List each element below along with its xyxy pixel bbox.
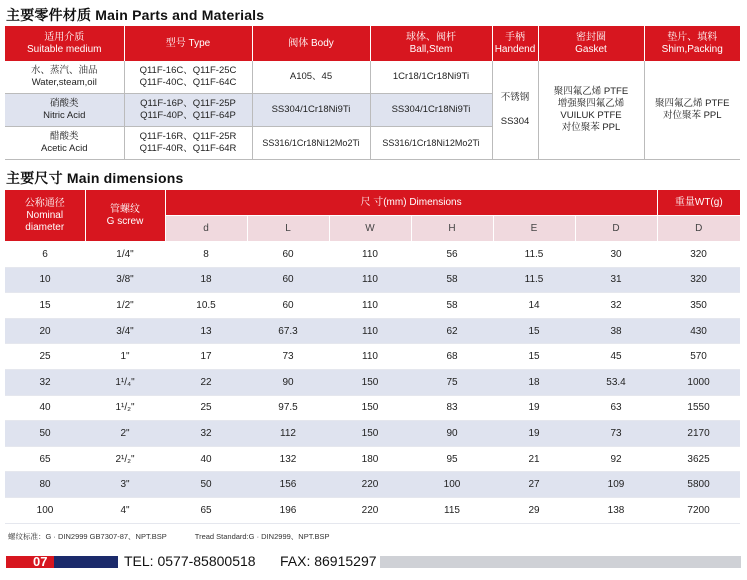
- dims-cell: 67.3: [247, 318, 329, 344]
- subheader-l: L: [247, 216, 329, 242]
- header-ball-stem: 球体、阀杆 Ball,Stem: [370, 26, 492, 61]
- dims-cell: 45: [575, 344, 657, 370]
- subheader-e: E: [493, 216, 575, 242]
- header-gasket: 密封圈 Gasket: [538, 26, 644, 61]
- dims-cell: 220: [329, 472, 411, 498]
- parts-header-row: [5, 26, 740, 61]
- dims-cell: 80: [5, 472, 85, 498]
- dims-cell: 60: [247, 267, 329, 293]
- dims-cell: 15: [493, 344, 575, 370]
- subheader-weight-d: D: [657, 216, 740, 242]
- dims-cell: 40: [5, 395, 85, 421]
- dims-cell: 150: [329, 369, 411, 395]
- dims-cell: 3/8": [85, 267, 165, 293]
- dims-cell: 63: [575, 395, 657, 421]
- subheader-dd: D: [575, 216, 657, 242]
- parts-row: [5, 61, 740, 94]
- dims-cell: 32: [575, 293, 657, 319]
- dims-cell: 73: [247, 344, 329, 370]
- dims-cell: 196: [247, 497, 329, 523]
- dims-cell: 100: [5, 497, 85, 523]
- dims-cell: 14: [493, 293, 575, 319]
- dims-cell: 110: [329, 293, 411, 319]
- dims-row: [5, 497, 740, 523]
- dims-cell: 10: [5, 267, 85, 293]
- dims-cell: 38: [575, 318, 657, 344]
- thread-standard-en: Tread Standard:G · DIN2999、NPT.BSP: [194, 532, 330, 541]
- subheader-w: W: [329, 216, 411, 242]
- dims-cell: 2170: [657, 421, 740, 447]
- parts-section-title: 主要零件材质 Main Parts and Materials: [6, 7, 265, 23]
- dims-cell: 53.4: [575, 369, 657, 395]
- dims-cell: 11.5: [493, 242, 575, 268]
- dims-cell: 138: [575, 497, 657, 523]
- dims-cell: 30: [575, 242, 657, 268]
- header-g-screw: 管螺纹 G screw: [85, 190, 165, 242]
- dims-cell: 8: [165, 242, 247, 268]
- dims-cell: 180: [329, 446, 411, 472]
- dims-cell: 97.5: [247, 395, 329, 421]
- dims-cell: 100: [411, 472, 493, 498]
- dims-cell: 112: [247, 421, 329, 447]
- header-weight: 重量WT(g): [657, 190, 740, 216]
- dims-cell: 19: [493, 395, 575, 421]
- dims-cell: 15: [493, 318, 575, 344]
- parts-materials-table: [5, 26, 740, 160]
- body-cell: SS304/1Cr18Ni9Ti: [252, 94, 370, 127]
- subheader-h: H: [411, 216, 493, 242]
- header-medium: 适用介质 Suitable medium: [5, 26, 124, 61]
- medium-cell: 硝酸类 Nitric Acid: [5, 94, 124, 127]
- dims-row: [5, 369, 740, 395]
- dims-section-title: 主要尺寸 Main dimensions: [6, 170, 184, 186]
- telephone: TEL: 0577-85800518: [124, 553, 256, 569]
- header-shim: 垫片、填料 Shim,Packing: [644, 26, 740, 61]
- dims-body: [5, 242, 740, 524]
- dims-cell: 15: [5, 293, 85, 319]
- dims-cell: 350: [657, 293, 740, 319]
- dims-cell: 13: [165, 318, 247, 344]
- dims-cell: 50: [5, 421, 85, 447]
- header-handle: 手柄 Handend: [492, 26, 538, 61]
- dims-cell: 73: [575, 421, 657, 447]
- dims-cell: 18: [493, 369, 575, 395]
- dims-row: [5, 293, 740, 319]
- dims-cell: 110: [329, 242, 411, 268]
- dims-cell: 95: [411, 446, 493, 472]
- dims-header-row: [5, 190, 740, 216]
- dims-cell: 62: [411, 318, 493, 344]
- dims-row: [5, 267, 740, 293]
- dims-row: [5, 472, 740, 498]
- dims-row: [5, 344, 740, 370]
- medium-cell: 水、蒸汽、油品 Water,steam,oil: [5, 61, 124, 94]
- dims-cell: 11.5: [493, 267, 575, 293]
- dims-cell: 32: [5, 369, 85, 395]
- dims-cell: 65: [5, 446, 85, 472]
- dims-cell: 6: [5, 242, 85, 268]
- dims-cell: 56: [411, 242, 493, 268]
- dims-row: [5, 421, 740, 447]
- dims-cell: 58: [411, 293, 493, 319]
- dims-cell: 109: [575, 472, 657, 498]
- dims-cell: 31: [575, 267, 657, 293]
- dims-cell: 430: [657, 318, 740, 344]
- dims-cell: 110: [329, 267, 411, 293]
- dims-cell: 25: [165, 395, 247, 421]
- gasket-cell: 聚四氟乙烯 PTFE 增强聚四氟乙烯 VUILUK PTFE 对位聚苯 PPL: [538, 61, 644, 160]
- ball-cell: 1Cr18/1Cr18Ni9Ti: [370, 61, 492, 94]
- dims-cell: 27: [493, 472, 575, 498]
- body-cell: A105、45: [252, 61, 370, 94]
- dims-cell: 150: [329, 421, 411, 447]
- dims-cell: 320: [657, 242, 740, 268]
- dims-cell: 19: [493, 421, 575, 447]
- dims-cell: 83: [411, 395, 493, 421]
- dims-cell: 3625: [657, 446, 740, 472]
- dims-cell: 32: [165, 421, 247, 447]
- dims-cell: 2": [85, 421, 165, 447]
- dims-row: [5, 318, 740, 344]
- dims-cell: 25: [5, 344, 85, 370]
- dims-cell: 75: [411, 369, 493, 395]
- type-cell: Q11F-16P、Q11F-25P Q11F-40P、Q11F-64P: [124, 94, 252, 127]
- dims-cell: 132: [247, 446, 329, 472]
- dims-cell: 1/2": [85, 293, 165, 319]
- dims-cell: 220: [329, 497, 411, 523]
- dims-cell: 320: [657, 267, 740, 293]
- ball-cell: SS304/1Cr18Ni9Ti: [370, 94, 492, 127]
- dims-cell: 1000: [657, 369, 740, 395]
- type-cell: Q11F-16C、Q11F-25C Q11F-40C、Q11F-64C: [124, 61, 252, 94]
- dims-cell: 92: [575, 446, 657, 472]
- dims-cell: 4": [85, 497, 165, 523]
- header-dimensions: 尺 寸(mm) Dimensions: [165, 190, 657, 216]
- dims-cell: 90: [411, 421, 493, 447]
- dims-cell: 1": [85, 344, 165, 370]
- dims-cell: 156: [247, 472, 329, 498]
- dims-cell: 1/4": [85, 242, 165, 268]
- ball-cell: SS316/1Cr18Ni12Mo2Ti: [370, 127, 492, 160]
- dimensions-table: [5, 190, 740, 524]
- footer-blue-bar: [54, 556, 118, 568]
- page-number: 07: [33, 554, 48, 569]
- header-body: 阀体 Body: [252, 26, 370, 61]
- dims-cell: 68: [411, 344, 493, 370]
- header-type: 型号 Type: [124, 26, 252, 61]
- dims-cell: 2¹/₂": [85, 446, 165, 472]
- dims-cell: 570: [657, 344, 740, 370]
- dims-cell: 17: [165, 344, 247, 370]
- dims-cell: 150: [329, 395, 411, 421]
- dims-cell: 110: [329, 318, 411, 344]
- dims-cell: 65: [165, 497, 247, 523]
- type-cell: Q11F-16R、Q11F-25R Q11F-40R、Q11F-64R: [124, 127, 252, 160]
- dims-row: [5, 242, 740, 268]
- medium-cell: 醋酸类 Acetic Acid: [5, 127, 124, 160]
- dims-cell: 29: [493, 497, 575, 523]
- dims-cell: 10.5: [165, 293, 247, 319]
- header-nominal: 公称通径 Nominal diameter: [5, 190, 85, 242]
- page-footer: [0, 553, 747, 572]
- dims-cell: 60: [247, 242, 329, 268]
- body-cell: SS316/1Cr18Ni12Mo2Ti: [252, 127, 370, 160]
- handle-cell: 不锈钢 SS304: [492, 61, 538, 160]
- dims-cell: 20: [5, 318, 85, 344]
- dims-cell: 60: [247, 293, 329, 319]
- dims-row: [5, 395, 740, 421]
- dims-cell: 21: [493, 446, 575, 472]
- fax: FAX: 86915297: [280, 553, 377, 569]
- dims-cell: 115: [411, 497, 493, 523]
- dims-cell: 18: [165, 267, 247, 293]
- dims-cell: 3": [85, 472, 165, 498]
- dims-cell: 1¹/₂": [85, 395, 165, 421]
- dims-cell: 1550: [657, 395, 740, 421]
- dims-row: [5, 446, 740, 472]
- thread-standard-note: [8, 531, 330, 542]
- thread-standard-cn: 螺纹标准：G · DIN2999 GB7307-87、NPT.BSP: [8, 532, 167, 541]
- shim-cell: 聚四氟乙烯 PTFE 对位聚苯 PPL: [644, 61, 740, 160]
- dims-cell: 7200: [657, 497, 740, 523]
- dims-cell: 22: [165, 369, 247, 395]
- dims-cell: 40: [165, 446, 247, 472]
- dims-cell: 110: [329, 344, 411, 370]
- dims-cell: 5800: [657, 472, 740, 498]
- subheader-d: d: [165, 216, 247, 242]
- dims-cell: 50: [165, 472, 247, 498]
- dims-cell: 58: [411, 267, 493, 293]
- dims-cell: 1¹/₄": [85, 369, 165, 395]
- footer-gray-bar: [380, 556, 741, 568]
- dims-cell: 3/4": [85, 318, 165, 344]
- dims-cell: 90: [247, 369, 329, 395]
